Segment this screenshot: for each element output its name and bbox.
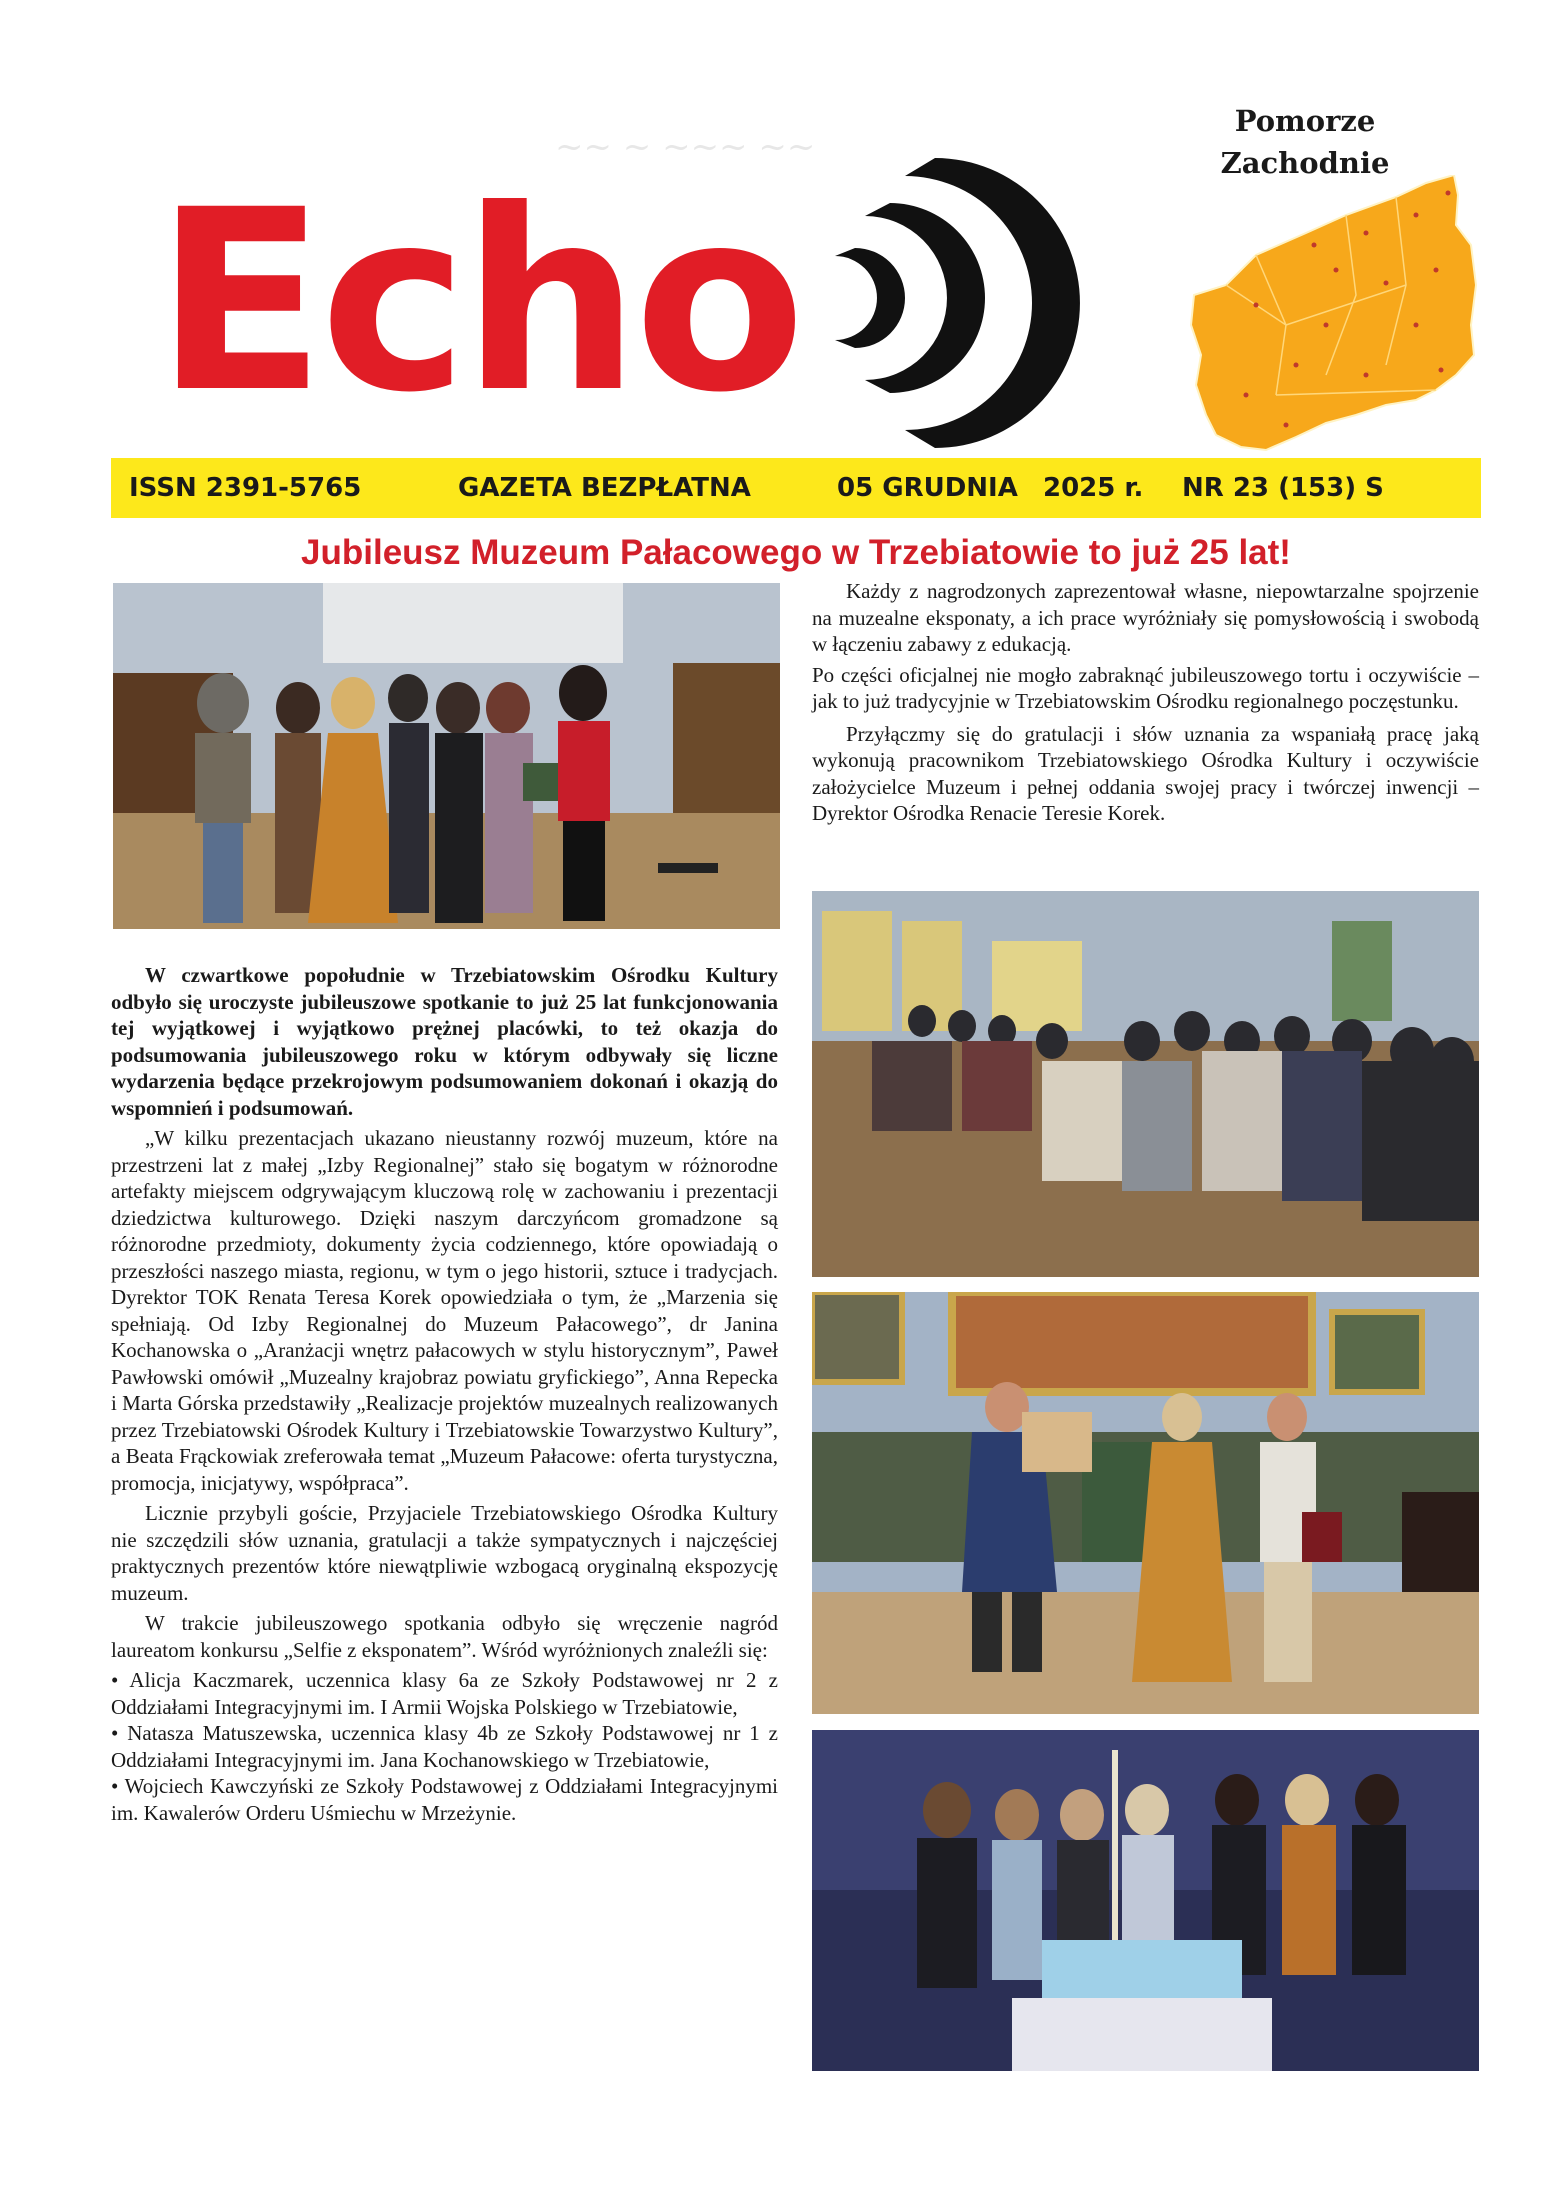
- issn: ISSN 2391-5765: [129, 473, 362, 503]
- logo-wordmark: Echo: [155, 156, 800, 447]
- photo-ceremony: [812, 1292, 1479, 1714]
- region-label-line1: Pomorze: [1234, 104, 1376, 138]
- photo-cake: [812, 1730, 1479, 2071]
- map-shape: [1191, 175, 1476, 450]
- issue-year: 2025 r.: [1043, 473, 1144, 503]
- issue-info-band: [111, 458, 1481, 518]
- laureate-item: • Wojciech Kawczyński ze Szkoły Podstawowej z Oddziałami Integracyjnymi im. Kawalerów Orderu Uśmiechu w Mrzeżynie.: [111, 1774, 778, 1825]
- echo-logo: [135, 118, 1095, 458]
- region-label: [1195, 100, 1415, 184]
- left-para-1: „W kilku prezentacjach ukazano nieustanny rozwój muzeum, które na przestrzeni lat z małej „Izby Regionalnej” stało się bogatym w różnorodne artefakty miejscem odgrywającym kluczową rolę w zachowaniu i prezentacji dziedzictwa kulturowego. Dzięki naszym darczyńcom gromadzone są różnorodne przedmioty, dokumenty życia codziennego, które opowiadają o przeszłości naszego miasta, regionu, w tym o jego historii, sztuce i tradycjach. Dyrektor TOK Renata Teresa Korek opowiedziała o tym, że „Marzenia się spełniają. Od Izby Regionalnej do Muzeum Pałacowego”, dr Janina Kochanowska o „Aranżacji wnętrz pałacowych w stylu historycznym”, Paweł Pawłowski omówił „Muzealny krajobraz powiatu gryfickiego”, Anna Repecka i Marta Górska przedstawiły „Realizacje projektów muzealnych realizowanych przez Trzebiatowski Ośrodek Kultury i Trzebiatowskie Towarzystwo Kultury”, a Beata Frąckowiak zreferowała temat „Muzeum Pałacowe: oferta turystyczna, promocja, inicjatywy, współpraca”.: [111, 1126, 778, 1495]
- article-lead: W czwartkowe popołudnie w Trzebiatowskim Ośrodku Kultury odbyło się uroczyste jubileuszowe spotkanie to już 25 lat funkcjonowania tej wyjątkowej i wyjątkowo prężnej placówki, to też okazja do podsumowania jubileuszowego roku w którym odbywały się liczne wydarzenia będące przekrojowym podsumowaniem dokonań i okazją do wspomnień i podsumowań.: [111, 963, 778, 1120]
- issue-date: 05 GRUDNIA: [837, 473, 1018, 503]
- left-para-3: W trakcie jubileuszowego spotkania odbyło się wręczenie nagród laureatom konkursu „Selfie z eksponatem”. Wśród wyróżnionych znaleźli się:: [111, 1611, 778, 1662]
- article-headline: Jubileusz Muzeum Pałacowego w Trzebiatowie to już 25 lat!: [301, 533, 1291, 572]
- laureate-item: • Alicja Kaczmarek, uczennica klasy 6a ze Szkoły Podstawowej nr 2 z Oddziałami Integracyjnymi im. I Armii Wojska Polskiego w Trzebiatowie,: [111, 1668, 778, 1719]
- right-para-3: Przyłączmy się do gratulacji i słów uznania za wspaniałą pracę jaką wykonują pracownikom Trzebiatowskiego Ośrodka Kultury i oczywiście założycielce Muzeum i pełnej oddania swojej pracy i twórczej inwencji – Dyrektor Ośrodka Renacie Teresie Korek.: [812, 721, 1479, 825]
- region-map: [1186, 175, 1486, 455]
- photo-group-portrait: [113, 583, 780, 929]
- right-column: [812, 578, 1479, 831]
- laureate-item: • Natasza Matuszewska, uczennica klasy 4b ze Szkoły Podstawowej nr 1 z Oddziałami Integracyjnymi im. Jana Kochanowskiego w Trzebiatowie,: [111, 1721, 778, 1772]
- region-label-line2: Zachodnie: [1220, 146, 1390, 180]
- left-para-2: Licznie przybyli goście, Przyjaciele Trzebiatowskiego Ośrodka Kultury nie szczędzili słów uznania, gratulacji a także sympatycznych i najczęściej praktycznych prezentów które niewątpliwie wzbogacą oryginalną ekspozycję muzeum.: [111, 1501, 778, 1605]
- right-para-2: Po części oficjalnej nie mogło zabraknąć jubileuszowego tortu i oczywiście – jak to już tradycyjnie w Trzebiatowskim Ośrodku regionalnego poczęstunku.: [812, 662, 1479, 713]
- free-paper-label: GAZETA BEZPŁATNA: [458, 473, 751, 503]
- issue-number: NR 23 (153) S: [1182, 473, 1384, 503]
- left-column: [111, 962, 778, 1826]
- svg-text:~~ ~ ~~~ ~~: ~~ ~ ~~~ ~~: [555, 127, 816, 167]
- right-para-1: Każdy z nagrodzonych zaprezentował własne, niepowtarzalne spojrzenie na muzealne eksponaty, a ich prace wyróżniały się pomysłowością i swobodą w łączeniu zabawy z edukacją.: [812, 579, 1479, 656]
- photo-audience: [812, 891, 1479, 1277]
